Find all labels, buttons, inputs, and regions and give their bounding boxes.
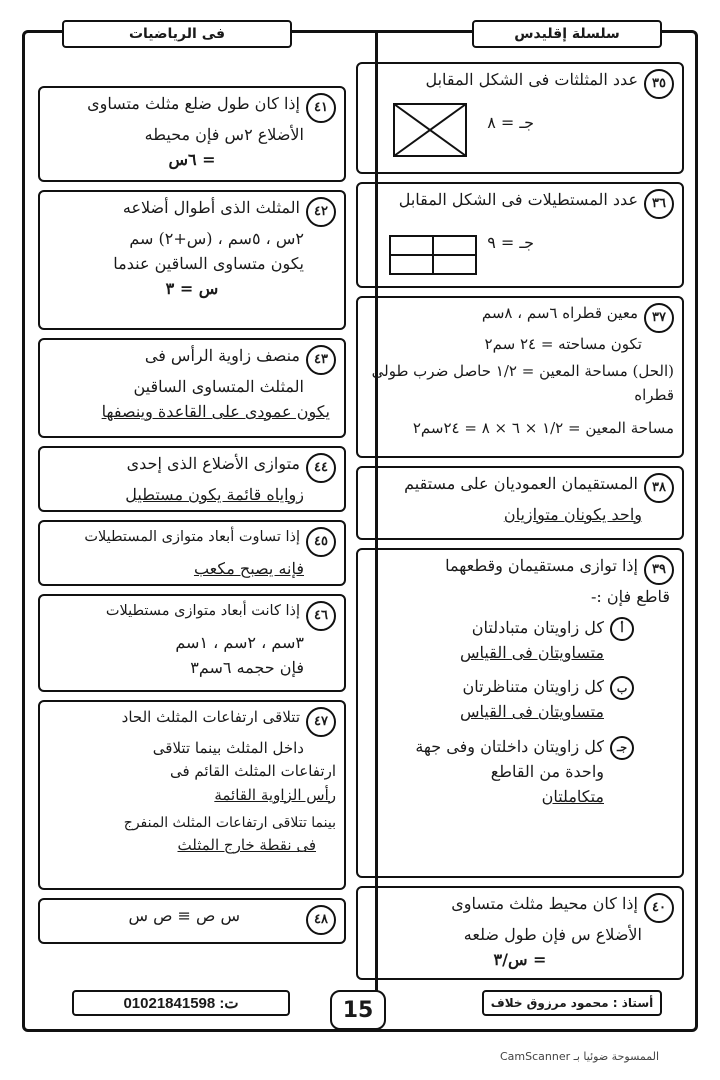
question-line: تكون مساحته = ٢٤ سم٢ (484, 335, 642, 353)
question-text: إذا تساوت أبعاد متوازى المستطيلات (84, 529, 300, 545)
sub-text: متكاملتان (541, 786, 604, 806)
question-41 (38, 86, 346, 182)
question-number: ٤٤ (306, 453, 336, 483)
question-line: فى نقطة خارج المثلث (177, 836, 316, 855)
question-line: فإن حجمه ٦سم٣ (190, 657, 304, 677)
question-text: إذا كانت أبعاد متوازى مستطيلات (105, 603, 300, 619)
question-46 (38, 594, 346, 692)
question-number: ٣٦ (644, 189, 674, 219)
question-text: متوازى الأضلاع الذى إحدى (126, 454, 300, 473)
question-number: ٤٢ (306, 197, 336, 227)
answer: س = ٣ (165, 278, 219, 298)
question-text: إذا كان طول ضلع مثلث متساوى (87, 94, 300, 113)
footer-teacher: أستاذ : محمود مرزوق خلاف (482, 990, 662, 1016)
sub-text: كل زاويتان داخلتان وفى جهة (415, 736, 604, 756)
question-text: المثلث الذى أطوال أضلاعه (122, 198, 300, 217)
solution-line: (الحل) مساحة المعين = ١/٢ حاصل ضرب طولى قطراه (371, 362, 674, 404)
sub-b (366, 675, 634, 725)
question-40 (356, 886, 684, 980)
question-35 (356, 62, 684, 174)
question-text: إذا توازى مستقيمان وقطعهما (445, 556, 638, 575)
answer: جـ = ٨ (487, 113, 534, 132)
question-number: ٤٥ (306, 527, 336, 557)
question-line: واحد يكونان متوازيان (503, 505, 642, 524)
question-45 (38, 520, 346, 586)
sub-text: متساويتان فى القياس (460, 642, 604, 662)
scanner-watermark: الممسوحة ضوئيا بـ CamScanner (500, 1050, 660, 1063)
sub-label: ب (610, 676, 634, 700)
solution-line: مساحة المعين = ١/٢ × ٦ × ٨ = ٢٤سم٢ (412, 418, 674, 437)
question-line: ٢س ، ٥سم ، (س+٢) سم (129, 229, 304, 248)
question-number: ٣٩ (644, 555, 674, 585)
question-number: ٤٧ (306, 707, 336, 737)
question-line: قاطع فإن :- (590, 587, 670, 606)
question-number: ٤٣ (306, 345, 336, 375)
question-line: ارتفاعات المثلث القائم فى (169, 762, 336, 781)
question-line: رأس الزاوية القائمة (214, 785, 336, 804)
sub-c (366, 735, 634, 809)
question-text: س ص ≡ ص س (128, 906, 240, 925)
question-number: ٤٦ (306, 601, 336, 631)
question-47 (38, 700, 346, 890)
question-text: معين قطراه ٦سم ، ٨سم (481, 304, 638, 322)
sub-a (366, 616, 634, 666)
rectangles-grid-figure (388, 234, 478, 276)
question-number: ٣٧ (644, 303, 674, 333)
question-number: ٤٨ (306, 905, 336, 935)
footer-phone: 01021841598 :ت (72, 990, 290, 1016)
question-text: المستقيمان العموديان على مستقيم (404, 474, 638, 493)
question-line: ٣سم ، ٢سم ، ١سم (175, 633, 304, 652)
rectangle-diagonals-figure (392, 102, 468, 158)
sub-text: متساويتان فى القياس (460, 702, 604, 722)
question-text: عدد المثلثات فى الشكل المقابل (425, 70, 638, 89)
sub-label: أ (610, 617, 634, 641)
sub-label: جـ (610, 736, 634, 760)
question-43 (38, 338, 346, 438)
question-39 (356, 548, 684, 878)
sub-text: كل زاويتان متبادلتان (471, 617, 604, 637)
question-line: المثلث المتساوى الساقين (133, 377, 304, 396)
question-line: داخل المثلث بينما تتلاقى (152, 739, 304, 757)
question-line: بينما تتلاقى ارتفاعات المثلث المنفرج (123, 814, 336, 831)
question-line: يكون عمودى على القاعدة وينصفها (101, 401, 330, 421)
sub-text: كل زاويتان متناظرتان (462, 677, 604, 697)
question-line: الأضلاع س فإن طول ضلعه (463, 925, 642, 944)
page-number: 15 (330, 990, 386, 1030)
question-text: منصف زاوية الرأس فى (144, 346, 300, 365)
sub-text: واحدة من القاطع (490, 761, 604, 781)
question-number: ٤١ (306, 93, 336, 123)
answer: جـ = ٩ (487, 233, 534, 252)
question-line: فإنه يصبح مكعب (193, 559, 304, 578)
question-number: ٣٥ (644, 69, 674, 99)
question-text: عدد المستطيلات فى الشكل المقابل (398, 190, 638, 209)
question-42 (38, 190, 346, 330)
question-text: إذا كان محيط مثلث متساوى (451, 894, 638, 913)
question-text: تتلاقى ارتفاعات المثلث الحاد (121, 708, 300, 726)
question-line: زواياه قائمة يكون مستطيل (125, 485, 304, 504)
header-subject: فى الرياضيات (62, 20, 292, 48)
question-line: الأضلاع ٢س فإن محيطه (144, 125, 304, 144)
question-48 (38, 898, 346, 944)
question-38 (356, 466, 684, 540)
answer: = ٦س (168, 149, 216, 169)
question-line: يكون متساوى الساقين عندما (113, 253, 304, 273)
question-37 (356, 296, 684, 458)
answer: = س/٣ (493, 949, 547, 969)
question-number: ٣٨ (644, 473, 674, 503)
header-series: سلسلة إقليدس (472, 20, 662, 48)
question-number: ٤٠ (644, 893, 674, 923)
question-44 (38, 446, 346, 512)
question-36 (356, 182, 684, 288)
